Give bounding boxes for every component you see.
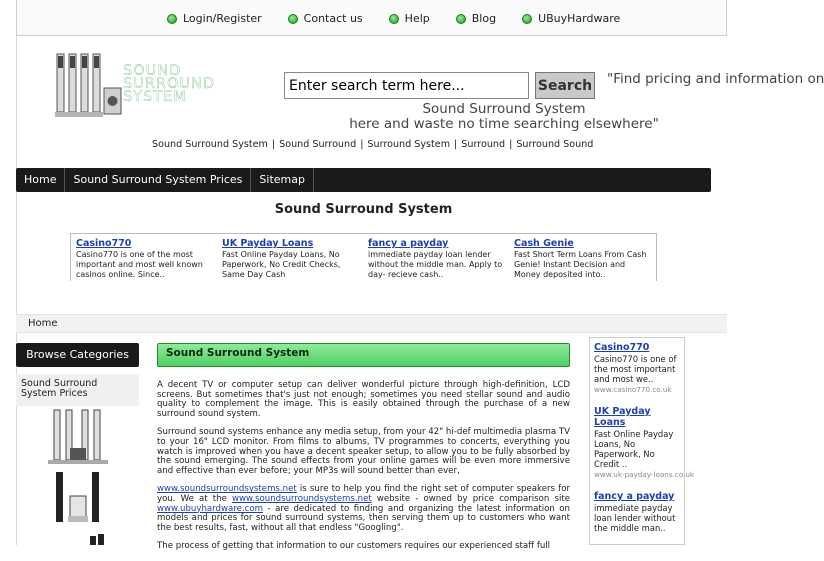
keyword-link[interactable]: Sound Surround (279, 139, 357, 150)
search-input[interactable] (284, 72, 529, 99)
ad-text: Fast Short Term Loans From Cash Genie! Instant Decision and Money deposited into.. (514, 250, 647, 279)
nav-sitemap[interactable]: Sitemap (251, 168, 314, 192)
ad-item (217, 234, 363, 281)
right-ad-title-link[interactable]: UK Payday Loans (594, 406, 651, 428)
speaker-system-logo-icon (55, 52, 125, 120)
tagline-part1: "Find pricing and information on (607, 71, 824, 87)
speaker-product-image[interactable] (46, 408, 110, 466)
site-logo[interactable] (55, 52, 230, 120)
ad-item (509, 234, 655, 281)
top-nav-blog[interactable]: Blog (456, 12, 496, 25)
green-bullet-icon (456, 14, 466, 24)
right-ad-title-link[interactable]: Casino770 (594, 342, 650, 353)
breadcrumb-home[interactable]: Home (28, 318, 58, 329)
article-paragraph: www.soundsurroundsystems.net is sure to help you find the right set of computer speakers for you. We at the www.soundsurroundsystems.net website - owned by price comparison site www.ubuyhardware.com - are dedicated to finding and organizing the latest information on models and prices for sound surround systems, then serving them up to customers who want the best results, fast, without all that endless "Googling". (157, 484, 570, 533)
article-paragraph: Surround sound systems enhance any media setup, from your 42" hi-def multimedia plasma TV to your 16" LCD monitor. From films to albums, TV programmes to concerts, everything you watch is improved when you have a decent speaker setup, to allow you to be fully absorbed by the sound emerging. The sound effects from your online games will be even more immersive and effective than ever before; your MP3s will sound better than ever, (157, 427, 570, 476)
right-ad-item (594, 491, 680, 533)
ad-item (363, 234, 509, 281)
logo-wordmark: SOUND SURROUND SYSTEM (123, 63, 216, 105)
top-bar (16, 0, 727, 36)
article-body (157, 381, 570, 561)
ad-title-link[interactable]: UK Payday Loans (222, 238, 314, 249)
nav-home[interactable]: Home (16, 168, 65, 192)
page-title: Sound Surround System (274, 202, 453, 217)
keyword-link[interactable]: Surround (461, 139, 506, 150)
right-ad-title-link[interactable]: fancy a payday (594, 491, 675, 502)
article-paragraph: The process of getting that information to our customers requires our experienced staff full (157, 541, 551, 552)
green-bullet-icon (522, 14, 532, 24)
right-ad-url[interactable]: www.casino770.co.uk (594, 385, 672, 394)
nav-prices[interactable]: Sound Surround System Prices (65, 168, 251, 192)
keyword-link[interactable]: Surround System (367, 139, 451, 150)
site-link[interactable]: www.soundsurroundsystems.net (231, 493, 372, 504)
article-paragraph: A decent TV or computer setup can deliver wonderful picture through high-definition, LCD screens. But sometimes that's just not enough; sometimes you need stellar sound and audio quality to complement the image. This is easily obtained through the purchase of a new surround sound system. (157, 380, 570, 419)
top-nav-ubuyhardware[interactable]: UBuyHardware (522, 12, 620, 25)
speaker-product-image[interactable] (46, 534, 110, 545)
right-ad-item (594, 406, 695, 479)
tagline-part2: Sound Surround System (422, 101, 586, 117)
keyword-link[interactable]: Surround Sound (516, 139, 594, 150)
green-bullet-icon (389, 14, 399, 24)
top-nav-login[interactable]: Login/Register (167, 12, 262, 25)
green-bullet-icon (288, 14, 298, 24)
right-ad-url[interactable]: www.uk-payday-loans.co.uk (594, 470, 695, 479)
browse-categories-heading: Browse Categories (16, 343, 139, 367)
ad-text: immediate payday loan lender without the middle man. Apply to day- recieve cash.. (368, 250, 503, 279)
tagline-part3: here and waste no time searching elsewhere" (349, 116, 659, 132)
ubuyhardware-link[interactable]: www.ubuyhardware.com (157, 503, 264, 514)
tagline (284, 102, 724, 132)
top-nav-help[interactable]: Help (389, 12, 430, 25)
ad-strip (70, 233, 657, 281)
top-nav-contact[interactable]: Contact us (288, 12, 363, 25)
content-heading: Sound Surround System (157, 343, 570, 367)
right-ad-text: Casino770 is one of the most important and most we.. (594, 354, 677, 384)
sidebar-item-prices[interactable]: Sound Surround System Prices (16, 374, 139, 406)
right-ad-text: immediate payday loan lender without the middle man.. (594, 503, 676, 533)
right-ad-text: Fast Online Payday Loans, No Paperwork, No Credit .. (594, 429, 674, 469)
ad-title-link[interactable]: fancy a payday (368, 238, 449, 249)
right-ad-item (594, 342, 680, 394)
top-nav (167, 12, 646, 25)
ad-title-link[interactable]: Casino770 (76, 238, 132, 249)
right-ad-column (589, 337, 695, 545)
search-button[interactable]: Search (535, 72, 595, 99)
left-rule (16, 36, 17, 545)
speaker-product-image[interactable] (46, 470, 110, 526)
green-bullet-icon (167, 14, 177, 24)
ad-text: Fast Online Payday Loans, No Paperwork, No Credit Checks, Same Day Cash (222, 250, 341, 279)
site-link[interactable]: www.soundsurroundsystems.net (157, 484, 297, 495)
breadcrumb (16, 314, 727, 333)
keyword-links: Sound Surround System | Sound Surround | Surround System | Surround | Surround Sound (152, 139, 594, 150)
ad-title-link[interactable]: Cash Genie (514, 238, 574, 249)
keyword-link[interactable]: Sound Surround System (152, 139, 268, 150)
main-nav (16, 168, 711, 192)
ad-item (71, 234, 217, 281)
ad-text: Casino770 is one of the most important and most well known casinos online. Since.. (76, 250, 203, 279)
